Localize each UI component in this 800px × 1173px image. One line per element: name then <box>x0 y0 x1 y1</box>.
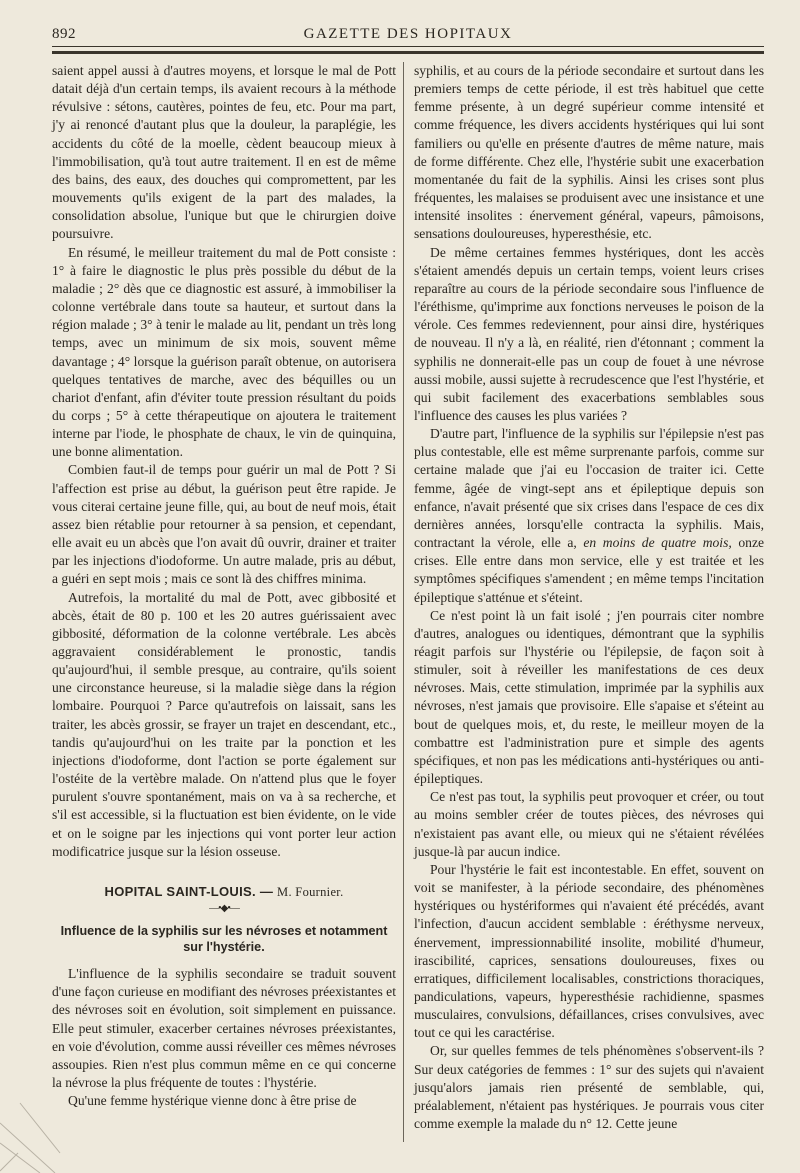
paragraph: Ce n'est pas tout, la syphilis peut provoquer et créer, ou tout au moins sembler créer de toutes pièces, des névroses qui n'existaient pas avant elle, ou mieux qui ne s'étaient révélées jusque-là par aucun indice. <box>414 789 764 859</box>
hospital-author: M. Fournier. <box>277 884 344 899</box>
header-rule-thin <box>52 46 764 47</box>
paragraph: Autrefois, la mortalité du mal de Pott, avec gibbosité et abcès, était de 80 p. 100 et les 20 autres guérissaient avec gibbosité, déformation de la colonne vertébrale. Les abcès aggravaient considérablement le pronostic, tandis qu'aujourd'hui, il semble presque, au contraire, qu'ils soient une circonstance heureuse, si la maladie siège dans la région lombaire. Pourquoi ? Parce qu'autrefois on laissait, sans les traiter, les abcès grossir, se frayer un trajet en descendant, etc., tandis qu'aujourd'hui on les traite par la ponction et les injections d'iodoforme, dont l'action se porte également sur l'ostéite de la vertèbre malade. On n'attend plus que le foyer purulent s'ouvre spontanément, mais on va à sa recherche, et s'il est accessible, si la fluctuation est bien évidente, on le vide et on le soigne par les injections qui vont porter leur action modificatrice jusque sur la lésion osseuse. <box>52 589 396 859</box>
hospital-heading <box>52 883 396 901</box>
page-header <box>52 22 764 44</box>
paragraph: Ce n'est point là un fait isolé ; j'en pourrais citer nombre d'autres, analogues ou identiques, démontrant que la syphilis réagit parfois sur l'hystérie ou l'épilepsie, de façon soit à stimuler, soit à réveiller les manifestations de ces deux névroses. Mais, cette stimulation, imprimée par la syphilis aux névroses, n'est jamais que provisoire. Elle s'apaise et s'éteint au bout de quelques mois, et, du reste, le meilleur moyen de la combattre est l'administration pure et simple des agents spécifiques, et non pas les médications anti-hystériques ou anti-épileptiques. <box>414 607 764 787</box>
paragraph: L'influence de la syphilis secondaire se traduit souvent d'une façon curieuse en modifiant des névroses préexistantes et des névroses soit en évolution, soit simplement en puissance. Elle peut stimuler, exacerber certaines névroses préexistantes, en voie d'évolution, comme aussi réveiller ces mêmes névroses assoupies. Rien n'est plus commun même en ce qui concerne la névrose la plus fréquente de toutes : l'hystérie. <box>52 966 396 1090</box>
italic-text: en moins de quatre mois, <box>583 535 732 551</box>
right-column <box>414 62 764 1133</box>
column-divider <box>403 62 404 1142</box>
paragraph: Combien faut-il de temps pour guérir un mal de Pott ? Si l'affection est prise au début, la guérison peut être rapide. Je vous citerai certaine jeune fille, qui, au bout de neuf mois, était assez bien rétablie pour retourner à sa pension, et cependant, elle avait eu un abcès que l'on avait dû ouvrir, drainer et traiter par les injections d'iodoforme. Un autre malade, pris au début, a guéri en sept mois ; mais ce sont là des chiffres minima. <box>52 462 396 587</box>
paragraph: syphilis, et au cours de la période secondaire et surtout dans les premiers temps de cette période, il est très habituel que cette femme présente, à un degré supérieur comme intensité et comme fréquence, les divers accidents hystériques qui lui sont familiers ou qu'elle en présente d'autres de même nature, mais de forme différente. Chez elle, l'hystérie subit une exacerbation momentanée du fait de la syphilis. Ainsi les crises sont plus fréquentes, les malaises se produisent avec une insistance et une intensité insolites : énervement général, vapeurs, pâmoisons, sensations douloureuses, hyperesthésie, etc. <box>414 63 764 242</box>
ornament-divider: —•◆•— <box>209 903 239 915</box>
left-column <box>52 62 396 1110</box>
article-title: Influence de la syphilis sur les névroses et notamment sur l'hystérie. <box>60 924 388 955</box>
paragraph: saient appel aussi à d'autres moyens, et lorsque le mal de Pott datait déjà d'un certain temps, ils avaient recours à la méthode révulsive : sétons, cautères, pointes de feu, etc. Pour ma part, j'y ai renoncé d'autant plus que la douleur, la paraplégie, les accidents du côté de la moelle, cèdent beaucoup mieux à l'immobilisation, qu'à tout autre traitement. Il en est de même des bains, des eaux, des douches qui compromettent, par les mouvements qu'ils exigent de la part des malades, la consolidation absolue, l'unique but que le chirurgien doive poursuivre. <box>52 63 396 242</box>
text-run: onze crises. Elle entre dans mon service, elle y est traitée et les symptômes spécifiques s'amendent ; en même temps l'incitation épileptique s'atténue et s'éteint. <box>414 535 765 605</box>
journal-title: GAZETTE DES HOPITAUX <box>303 26 513 42</box>
text-run: D'autre part, l'influence de la syphilis sur l'épilepsie n'est pas plus contestable, elle est même surprenante parfois, comme sur certaine malade que j'ai eu l'occasion de traiter ici. Cette femme, âgée de vingt-sept ans et épileptique depuis son enfance, n'avait présenté que six crises dans l'espace de ces dix dernières années, lorsqu'elle contracta la syphilis. Mais, contractant la vérole, elle a, <box>414 426 764 551</box>
page-number: 892 <box>52 26 76 42</box>
header-rule-thick <box>52 51 764 54</box>
paragraph: En résumé, le meilleur traitement du mal de Pott consiste : 1° à faire le diagnostic le plus près possible du début de la maladie ; 2° dès que ce diagnostic est assuré, à immobiliser la colonne vertébrale dans toute sa hauteur, et surtout dans la région malade ; 3° à tenir le malade au lit, pendant un très long temps, avec un minimum de six mois, souvent même davantage ; 4° lorsque la guérison paraît obtenue, on autorisera quelques tentatives de marche, avec des béquilles ou un chariot d'enfant, afin d'éviter toute pression résultant du poids du corps ; 5° à cette thérapeutique on ajoutera le traitement interne par l'iode, le phosphate de chaux, le vin de quinquina, une bonne alimentation. <box>52 244 396 460</box>
hospital-name: HOPITAL SAINT-LOUIS. — <box>104 883 274 899</box>
paragraph: Qu'une femme hystérique vienne donc à être prise de <box>68 1093 357 1109</box>
corner-fold-mark <box>0 1083 110 1173</box>
paragraph: Or, sur quelles femmes de tels phénomènes s'observent-ils ? Sur deux catégories de femmes : 1° sur des sujets qui n'avaient jusqu'alors jamais rien présenté de semblable, qui, préalablement, n'étaient pas hystériques. Je pourrais vous citer comme exemple la malade du n° 12. Cette jeune <box>414 1043 764 1132</box>
paragraph: Pour l'hystérie le fait est incontestable. En effet, souvent on voit se manifester, à la période secondaire, des phénomènes hystériques ou hystériformes qui n'avaient été précédés, avant l'infection, d'aucun accident semblable : éréthysme nerveux, énervement, impressionnabilité insolite, mobilité d'humeur, irascibilité, caprices, sensations douloureuses, fixes ou erratiques, difficilement localisables, constrictions thoraciques, pandiculations, vapeurs, hyperesthésie rachidienne, spasmes musculaires, convulsions, défaillances, crises convulsives, avec tout ce qui les caractérise. <box>414 861 764 1041</box>
paragraph <box>414 425 764 607</box>
paragraph: De même certaines femmes hystériques, dont les accès s'étaient amendés depuis un certain temps, voient leurs crises reparaître au cours de la période secondaire sous l'influence de l'éréthisme, qu'imprime aux fonctions nerveuses le poison de la vérole. Ces femmes redeviennent, pour ainsi dire, hystériques de nouveau. Il n'y a là, en réalité, rien d'étonnant ; comment la syphilis ne donnerait-elle pas un coup de fouet à une névrose aussi mobile, aussi sujette à recrudescence que l'est l'hystérie, et qui subit facilement des exacerbations semblables sous l'influence des causes les plus variées ? <box>414 244 764 423</box>
